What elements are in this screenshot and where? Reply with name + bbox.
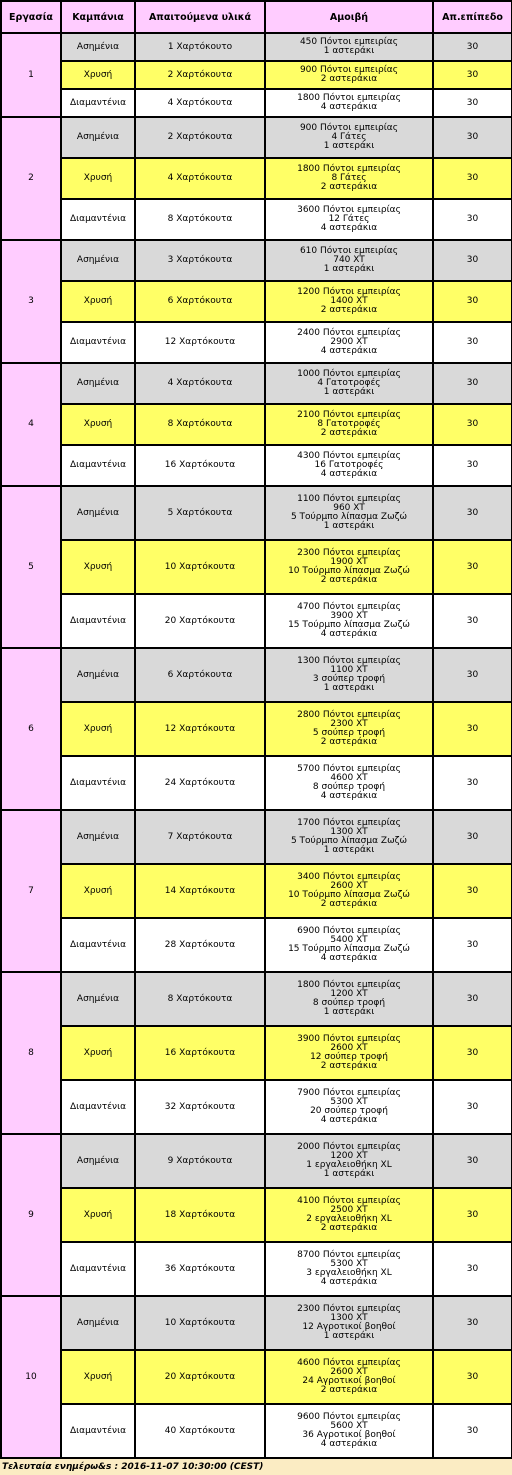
reward-line: 4700 Πόντοι εμπειρίας <box>297 602 401 612</box>
reward-line: 2000 Πόντοι εμπειρίας <box>297 1142 401 1152</box>
reward-line: 10 Τούρμπο λίπασμα Ζωζώ <box>288 890 410 900</box>
campaign-tier: Χρυσή <box>61 404 135 445</box>
reward <box>265 240 433 281</box>
reward-line: 2 αστεράκια <box>320 737 378 747</box>
reward-line: 4 αστεράκια <box>320 102 378 112</box>
reward <box>265 540 433 594</box>
required-level: 30 <box>433 1350 512 1404</box>
campaign-tier: Ασημένια <box>61 240 135 281</box>
reward-line: 4 αστεράκια <box>320 629 378 639</box>
reward-line: 5600 XT <box>330 1421 368 1431</box>
reward-line: 2 αστεράκια <box>320 575 378 585</box>
reward-line: 2 αστεράκια <box>320 428 378 438</box>
reward-line: 2500 XT <box>330 1205 368 1215</box>
reward-line: 15 Τούρμπο λίπασμα Ζωζώ <box>288 944 410 954</box>
reward-line: 1 αστεράκι <box>323 683 375 693</box>
reward-line: 960 XT <box>333 503 365 513</box>
reward-line: 5700 Πόντοι εμπειρίας <box>297 764 401 774</box>
materials: 10 Χαρτόκουτα <box>135 1296 265 1350</box>
required-level: 30 <box>433 363 512 404</box>
reward-line: 3400 Πόντοι εμπειρίας <box>297 872 401 882</box>
reward-line: 8 σούπερ τροφή <box>312 998 386 1008</box>
table-row <box>1 199 512 240</box>
reward-line: 16 Γατοτροφές <box>314 460 384 470</box>
reward <box>265 33 433 61</box>
reward-line: 1200 XT <box>330 989 368 999</box>
materials: 8 Χαρτόκουτα <box>135 404 265 445</box>
campaign-tier: Ασημένια <box>61 486 135 540</box>
required-level: 30 <box>433 61 512 89</box>
table-row <box>1 1404 512 1458</box>
materials: 4 Χαρτόκουτα <box>135 158 265 199</box>
reward <box>265 594 433 648</box>
reward <box>265 445 433 486</box>
task-number: 6 <box>1 648 61 810</box>
table-row <box>1 404 512 445</box>
reward-line: 2300 Πόντοι εμπειρίας <box>297 1304 401 1314</box>
reward-line: 1 αστεράκι <box>323 387 375 397</box>
reward-line: 2 αστεράκια <box>320 1223 378 1233</box>
reward-line: 3900 Πόντοι εμπειρίας <box>297 1034 401 1044</box>
campaign-tier: Ασημένια <box>61 117 135 158</box>
header-task: Εργασία <box>1 1 61 33</box>
task-number: 2 <box>1 117 61 240</box>
reward <box>265 486 433 540</box>
header-materials: Απαιτούμενα υλικά <box>135 1 265 33</box>
campaign-tier: Ασημένια <box>61 648 135 702</box>
task-number: 10 <box>1 1296 61 1458</box>
table-row <box>1 756 512 810</box>
reward <box>265 363 433 404</box>
required-level: 30 <box>433 810 512 864</box>
materials: 16 Χαρτόκουτα <box>135 445 265 486</box>
table-row <box>1 33 512 61</box>
table-row <box>1 1350 512 1404</box>
table-row <box>1 486 512 540</box>
reward-line: 4 αστεράκια <box>320 223 378 233</box>
reward-line: 1700 Πόντοι εμπειρίας <box>297 818 401 828</box>
reward-line: 1300 XT <box>330 1313 368 1323</box>
materials: 5 Χαρτόκουτα <box>135 486 265 540</box>
task-number: 5 <box>1 486 61 648</box>
table-row <box>1 540 512 594</box>
materials: 14 Χαρτόκουτα <box>135 864 265 918</box>
reward-line: 5 Τούρμπο λίπασμα Ζωζώ <box>290 836 408 846</box>
campaign-tier: Ασημένια <box>61 810 135 864</box>
campaign-tier: Χρυσή <box>61 702 135 756</box>
reward-line: 740 XT <box>333 255 365 265</box>
materials: 2 Χαρτόκουτα <box>135 61 265 89</box>
reward-line: 2 εργαλειοθήκη XL <box>306 1214 392 1224</box>
materials: 10 Χαρτόκουτα <box>135 540 265 594</box>
reward <box>265 1080 433 1134</box>
reward-line: 2 αστεράκια <box>320 1061 378 1071</box>
reward-line: 4 Γάτες <box>331 132 367 142</box>
materials: 20 Χαρτόκουτα <box>135 1350 265 1404</box>
reward-line: 1 εργαλειοθήκη XL <box>306 1160 392 1170</box>
table-row <box>1 1134 512 1188</box>
reward-line: 15 Τούρμπο λίπασμα Ζωζώ <box>288 620 410 630</box>
materials: 12 Χαρτόκουτα <box>135 322 265 363</box>
reward-line: 1 αστεράκι <box>323 46 375 56</box>
reward-line: 4300 Πόντοι εμπειρίας <box>297 451 401 461</box>
reward-line: 24 Αγροτικοί βοηθοί <box>302 1376 396 1386</box>
materials: 4 Χαρτόκουτα <box>135 363 265 404</box>
campaign-tier: Χρυσή <box>61 158 135 199</box>
materials: 18 Χαρτόκουτα <box>135 1188 265 1242</box>
materials: 32 Χαρτόκουτα <box>135 1080 265 1134</box>
reward <box>265 404 433 445</box>
task-number: 4 <box>1 363 61 486</box>
reward <box>265 756 433 810</box>
required-level: 30 <box>433 117 512 158</box>
required-level: 30 <box>433 1242 512 1296</box>
reward <box>265 1134 433 1188</box>
reward-line: 4 αστεράκια <box>320 953 378 963</box>
reward <box>265 1350 433 1404</box>
reward <box>265 1026 433 1080</box>
reward-line: 2 αστεράκια <box>320 305 378 315</box>
materials: 20 Χαρτόκουτα <box>135 594 265 648</box>
reward-line: 1200 XT <box>330 1151 368 1161</box>
reward-line: 8 σούπερ τροφή <box>312 782 386 792</box>
reward-line: 4 αστεράκια <box>320 346 378 356</box>
campaign-tier: Διαμαντένια <box>61 1404 135 1458</box>
table-row <box>1 1242 512 1296</box>
reward-line: 12 Γάτες <box>328 214 370 224</box>
header-row <box>1 1 512 33</box>
materials: 7 Χαρτόκουτα <box>135 810 265 864</box>
table-row <box>1 281 512 322</box>
reward <box>265 89 433 117</box>
required-level: 30 <box>433 648 512 702</box>
required-level: 30 <box>433 89 512 117</box>
reward-line: 2600 XT <box>330 1043 368 1053</box>
campaign-tier: Χρυσή <box>61 281 135 322</box>
last-updated: Τελευταία ενημέρω&s : 2016-11-07 10:30:00 (CEST) <box>2 1462 264 1472</box>
reward-line: 7900 Πόντοι εμπειρίας <box>297 1088 401 1098</box>
reward-line: 3600 Πόντοι εμπειρίας <box>297 205 401 215</box>
task-number: 9 <box>1 1134 61 1296</box>
reward-line: 450 Πόντοι εμπειρίας <box>299 37 399 47</box>
reward-line: 2300 XT <box>330 719 368 729</box>
reward-line: 1 αστεράκι <box>323 845 375 855</box>
required-level: 30 <box>433 486 512 540</box>
campaign-tier: Ασημένια <box>61 363 135 404</box>
table-row <box>1 158 512 199</box>
required-level: 30 <box>433 756 512 810</box>
materials: 12 Χαρτόκουτα <box>135 702 265 756</box>
reward-line: 2100 Πόντοι εμπειρίας <box>297 410 401 420</box>
table-body <box>1 33 512 1458</box>
required-level: 30 <box>433 972 512 1026</box>
table-row <box>1 864 512 918</box>
reward-line: 5 Τούρμπο λίπασμα Ζωζώ <box>290 512 408 522</box>
reward-line: 5 σούπερ τροφή <box>312 728 386 738</box>
table-row <box>1 702 512 756</box>
campaign-tier: Χρυσή <box>61 1026 135 1080</box>
reward-line: 1 αστεράκι <box>323 1169 375 1179</box>
reward-line: 2900 XT <box>330 337 368 347</box>
reward-line: 8 Γάτες <box>331 173 367 183</box>
reward-line: 2600 XT <box>330 881 368 891</box>
task-number: 8 <box>1 972 61 1134</box>
materials: 9 Χαρτόκουτα <box>135 1134 265 1188</box>
reward-line: 1100 Πόντοι εμπειρίας <box>297 494 401 504</box>
materials: 16 Χαρτόκουτα <box>135 1026 265 1080</box>
reward-line: 1 αστεράκι <box>323 521 375 531</box>
reward-line: 10 Τούρμπο λίπασμα Ζωζώ <box>288 566 410 576</box>
reward-line: 8 Γατοτροφές <box>317 419 381 429</box>
reward-line: 1000 Πόντοι εμπειρίας <box>297 369 401 379</box>
reward-line: 9600 Πόντοι εμπειρίας <box>297 1412 401 1422</box>
required-level: 30 <box>433 158 512 199</box>
materials: 24 Χαρτόκουτα <box>135 756 265 810</box>
required-level: 30 <box>433 240 512 281</box>
reward-line: 2400 Πόντοι εμπειρίας <box>297 328 401 338</box>
materials: 2 Χαρτόκουτα <box>135 117 265 158</box>
reward-line: 3 εργαλειοθήκη XL <box>306 1268 392 1278</box>
required-level: 30 <box>433 540 512 594</box>
campaign-tier: Διαμαντένια <box>61 918 135 972</box>
required-level: 30 <box>433 199 512 240</box>
reward-line: 4600 XT <box>330 773 368 783</box>
table-row <box>1 117 512 158</box>
reward-line: 2 αστεράκια <box>320 1385 378 1395</box>
reward-line: 6900 Πόντοι εμπειρίας <box>297 926 401 936</box>
reward-line: 1200 Πόντοι εμπειρίας <box>297 287 401 297</box>
reward <box>265 158 433 199</box>
reward <box>265 117 433 158</box>
task-number: 1 <box>1 33 61 117</box>
required-level: 30 <box>433 404 512 445</box>
campaign-tier: Διαμαντένια <box>61 1080 135 1134</box>
campaign-tier: Διαμαντένια <box>61 594 135 648</box>
materials: 6 Χαρτόκουτα <box>135 281 265 322</box>
required-level: 30 <box>433 33 512 61</box>
reward <box>265 702 433 756</box>
header-reward: Αμοιβή <box>265 1 433 33</box>
reward-line: 1300 XT <box>330 827 368 837</box>
materials: 1 Χαρτόκουτο <box>135 33 265 61</box>
reward-line: 2 αστεράκια <box>320 899 378 909</box>
reward-line: 1 αστεράκι <box>323 264 375 274</box>
required-level: 30 <box>433 1080 512 1134</box>
campaign-tier: Διαμαντένια <box>61 445 135 486</box>
reward-line: 1300 Πόντοι εμπειρίας <box>297 656 401 666</box>
reward <box>265 1188 433 1242</box>
reward-line: 1800 Πόντοι εμπειρίας <box>297 164 401 174</box>
reward-line: 1400 XT <box>330 296 368 306</box>
table-row <box>1 445 512 486</box>
reward-line: 5300 XT <box>330 1259 368 1269</box>
required-level: 30 <box>433 281 512 322</box>
table-row <box>1 61 512 89</box>
campaign-tier: Ασημένια <box>61 972 135 1026</box>
campaign-tier: Ασημένια <box>61 1134 135 1188</box>
required-level: 30 <box>433 594 512 648</box>
reward-line: 5400 XT <box>330 935 368 945</box>
table-row <box>1 240 512 281</box>
required-level: 30 <box>433 1404 512 1458</box>
reward-line: 5300 XT <box>330 1097 368 1107</box>
header-campaign: Καμπάνια <box>61 1 135 33</box>
reward-line: 2300 Πόντοι εμπειρίας <box>297 548 401 558</box>
reward-line: 2 αστεράκια <box>320 74 378 84</box>
required-level: 30 <box>433 445 512 486</box>
materials: 6 Χαρτόκουτα <box>135 648 265 702</box>
materials: 8 Χαρτόκουτα <box>135 972 265 1026</box>
reward <box>265 1404 433 1458</box>
campaign-tier: Χρυσή <box>61 1188 135 1242</box>
reward <box>265 322 433 363</box>
materials: 3 Χαρτόκουτα <box>135 240 265 281</box>
reward-line: 4 αστεράκια <box>320 1277 378 1287</box>
table-row <box>1 363 512 404</box>
table-row <box>1 322 512 363</box>
table-row <box>1 810 512 864</box>
campaign-tier: Ασημένια <box>61 1296 135 1350</box>
reward <box>265 810 433 864</box>
campaign-tier: Χρυσή <box>61 864 135 918</box>
required-level: 30 <box>433 1296 512 1350</box>
task-number: 7 <box>1 810 61 972</box>
reward-line: 4600 Πόντοι εμπειρίας <box>297 1358 401 1368</box>
campaign-tier: Διαμαντένια <box>61 199 135 240</box>
materials: 40 Χαρτόκουτα <box>135 1404 265 1458</box>
reward-line: 12 Αγροτικοί βοηθοί <box>302 1322 396 1332</box>
reward-line: 900 Πόντοι εμπειρίας <box>299 123 399 133</box>
reward-line: 2800 Πόντοι εμπειρίας <box>297 710 401 720</box>
reward <box>265 648 433 702</box>
reward <box>265 918 433 972</box>
materials: 28 Χαρτόκουτα <box>135 918 265 972</box>
reward-line: 3 σούπερ τροφή <box>312 674 386 684</box>
reward <box>265 864 433 918</box>
header-level: Απ.επίπεδο <box>433 1 512 33</box>
campaign-tier: Διαμαντένια <box>61 1242 135 1296</box>
reward <box>265 61 433 89</box>
materials: 4 Χαρτόκουτα <box>135 89 265 117</box>
reward <box>265 281 433 322</box>
reward-line: 1900 XT <box>330 557 368 567</box>
table-row <box>1 648 512 702</box>
campaign-tier: Διαμαντένια <box>61 322 135 363</box>
table-row <box>1 89 512 117</box>
materials: 36 Χαρτόκουτα <box>135 1242 265 1296</box>
campaign-tier: Ασημένια <box>61 33 135 61</box>
reward-line: 4 αστεράκια <box>320 1115 378 1125</box>
materials: 8 Χαρτόκουτα <box>135 199 265 240</box>
table-row <box>1 1296 512 1350</box>
campaign-tier: Διαμαντένια <box>61 89 135 117</box>
required-level: 30 <box>433 1134 512 1188</box>
required-level: 30 <box>433 322 512 363</box>
required-level: 30 <box>433 1188 512 1242</box>
campaign-tier: Διαμαντένια <box>61 756 135 810</box>
task-number: 3 <box>1 240 61 363</box>
reward-line: 4 αστεράκια <box>320 1439 378 1449</box>
reward-line: 1 αστεράκι <box>323 1007 375 1017</box>
reward-line: 36 Αγροτικοί βοηθοί <box>302 1430 396 1440</box>
required-level: 30 <box>433 702 512 756</box>
required-level: 30 <box>433 864 512 918</box>
reward-line: 4100 Πόντοι εμπειρίας <box>297 1196 401 1206</box>
reward-line: 1800 Πόντοι εμπειρίας <box>297 980 401 990</box>
reward-line: 4 αστεράκια <box>320 469 378 479</box>
table-row <box>1 1188 512 1242</box>
table-row <box>1 594 512 648</box>
campaign-tier: Χρυσή <box>61 1350 135 1404</box>
required-level: 30 <box>433 918 512 972</box>
campaign-tier: Χρυσή <box>61 61 135 89</box>
required-level: 30 <box>433 1026 512 1080</box>
reward-line: 610 Πόντοι εμπειρίας <box>299 246 399 256</box>
reward-line: 4 Γατοτροφές <box>317 378 381 388</box>
table-row <box>1 1026 512 1080</box>
reward-line: 1800 Πόντοι εμπειρίας <box>297 93 401 103</box>
reward-line: 4 αστεράκια <box>320 791 378 801</box>
reward-line: 1 αστεράκι <box>323 141 375 151</box>
reward <box>265 1296 433 1350</box>
reward-line: 20 σούπερ τροφή <box>310 1106 388 1116</box>
reward-line: 8700 Πόντοι εμπειρίας <box>297 1250 401 1260</box>
reward-line: 1100 XT <box>330 665 368 675</box>
reward <box>265 1242 433 1296</box>
reward-line: 900 Πόντοι εμπειρίας <box>299 65 399 75</box>
reward-line: 12 σούπερ τροφή <box>310 1052 388 1062</box>
reward-line: 2600 XT <box>330 1367 368 1377</box>
reward-line: 1 αστεράκι <box>323 1331 375 1341</box>
reward <box>265 972 433 1026</box>
reward-line: 2 αστεράκια <box>320 182 378 192</box>
table-row <box>1 972 512 1026</box>
table-row <box>1 918 512 972</box>
reward <box>265 199 433 240</box>
table-row <box>1 1080 512 1134</box>
campaign-tier: Χρυσή <box>61 540 135 594</box>
reward-line: 3900 XT <box>330 611 368 621</box>
